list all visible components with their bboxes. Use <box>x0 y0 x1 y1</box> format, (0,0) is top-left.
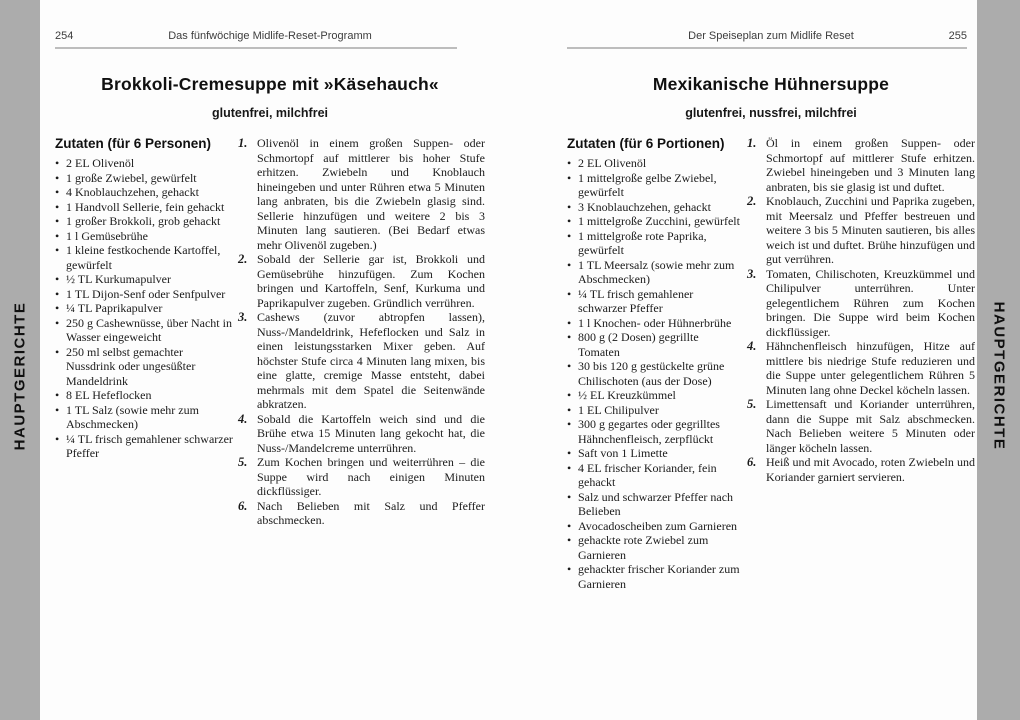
ingredient-item <box>567 359 742 388</box>
step-number: 6. <box>747 455 757 469</box>
ingredient-text: gehackte rote Zwiebel zum Garnieren <box>578 533 709 562</box>
ingredient-item <box>55 287 233 302</box>
ingredient-item <box>567 330 742 359</box>
ingredient-item <box>567 446 742 461</box>
ingredients-list-right <box>567 156 742 591</box>
page-number-left: 254 <box>55 30 74 42</box>
ingredient-item <box>567 461 742 490</box>
step-text: Knoblauch, Zucchini und Paprika zugeben, mit Meersalz und Pfeffer bestreuen und weitere 3 bis 5 Minuten sautieren, bis alles weich ist und duftet. Brühe hinzufügen und gut verrühren. <box>766 194 975 266</box>
step-text: Sobald der Sellerie gar ist, Brokkoli und Gemüsebrühe hinzufügen. Zum Kochen bringen und Kartoffeln, Senf, Kurkuma und Paprikapulver zugeben. Gründlich verrühren. <box>257 252 485 310</box>
ingredient-text: ½ EL Kreuzkümmel <box>578 388 676 402</box>
section-label-left: HAUPTGERICHTE <box>11 301 29 451</box>
step-text: Tomaten, Chilischoten, Kreuzkümmel und Chilipulver unterrühren. Unter gelegentlichem Rühren zum Kochen bringen. Die Suppe wird beim Kochen dickflüssiger. <box>766 266 975 339</box>
ingredient-item <box>55 432 233 461</box>
step-number: 4. <box>747 339 757 353</box>
ingredient-text: Salz und schwarzer Pfeffer nach Belieben <box>578 489 734 518</box>
step-item <box>746 194 975 267</box>
section-band-right <box>977 0 1020 720</box>
step-number: 1. <box>747 136 757 150</box>
step-item <box>237 499 485 528</box>
ingredient-item <box>55 272 233 287</box>
step-text: Sobald die Kartoffeln weich sind und die Brühe etwa 15 Minuten lang gekocht hat, die Nuss-/Mandelcreme unterrühren. <box>257 411 485 455</box>
ingredient-text: 1 Handvoll Sellerie, fein gehackt <box>66 199 225 214</box>
recipe-title-right: Mexikanische Hühnersuppe <box>652 74 890 94</box>
section-label-right: HAUPTGERICHTE <box>990 301 1007 451</box>
step-item <box>746 267 975 340</box>
ingredient-text: 1 mittelgroße rote Paprika, gewürfelt <box>578 228 707 257</box>
ingredient-text: 1 l Gemüsebrühe <box>66 228 148 243</box>
ingredients-list-left <box>55 156 233 461</box>
step-number: 3. <box>747 266 757 281</box>
step-text: Öl in einem großen Suppen- oder Schmortopf auf mittlerer Stufe erhitzen. Zwiebel hineingeben und 3 Minuten lang anbraten, bis sie glasig ist und duftet. <box>766 136 975 194</box>
page-header-left <box>55 0 485 49</box>
ingredient-text: gehackter frischer Koriander zum Garnieren <box>578 562 740 591</box>
ingredient-text: 1 l Knochen- oder Hühnerbrühe <box>578 315 732 330</box>
ingredient-text: 1 TL Salz (sowie mehr zum Abschmecken) <box>66 402 199 431</box>
ingredient-item <box>55 200 233 215</box>
step-text: Hähnchenfleisch hinzufügen, Hitze auf mittlere bis niedrige Stufe reduzieren und die Suppe unter gelegentlichem Rühren 5 Minuten lang ohne Deckel köcheln lassen. <box>766 339 975 397</box>
ingredient-item <box>567 519 742 534</box>
ingredient-text: 4 EL frischer Koriander, fein gehackt <box>578 460 717 489</box>
step-text: Heiß und mit Avocado, roten Zwiebeln und Koriander garniert servieren. <box>766 455 975 484</box>
ingredient-text: 800 g (2 Dosen) gegrillte Tomaten <box>578 330 699 359</box>
ingredient-text: 300 g gegartes oder gegrilltes Hähnchenfleisch, zerpflückt <box>578 417 720 446</box>
ingredient-item <box>567 214 742 229</box>
ingredient-item <box>55 388 233 403</box>
recipe-columns-right <box>567 136 975 591</box>
ingredient-item <box>567 171 742 200</box>
ingredient-text: 2 EL Olivenöl <box>66 156 135 170</box>
step-text: Nach Belieben mit Salz und Pfeffer abschmecken. <box>257 498 485 527</box>
steps-list-left <box>237 136 485 528</box>
ingredient-item <box>567 156 742 171</box>
ingredient-text: 8 EL Hefeflocken <box>66 388 152 402</box>
ingredient-item <box>567 258 742 287</box>
ingredient-item <box>567 533 742 562</box>
diet-tags-left: glutenfrei, milchfrei <box>212 106 328 120</box>
ingredient-item <box>567 490 742 519</box>
ingredient-text: 1 mittelgroße gelbe Zwiebel, gewürfelt <box>578 170 717 199</box>
ingredients-column-right <box>567 136 742 591</box>
ingredient-item <box>567 562 742 591</box>
step-item <box>237 310 485 412</box>
recipe-title-left: Brokkoli-Cremesuppe mit »Käsehauch« <box>101 74 439 94</box>
ingredient-text: 1 TL Meersalz (sowie mehr zum Abschmecken) <box>578 257 735 286</box>
step-item <box>237 252 485 310</box>
ingredient-text: ¼ TL frisch gemahlener schwarzer Pfeffer <box>66 431 233 460</box>
ingredient-item <box>55 345 233 389</box>
ingredient-item <box>55 171 233 186</box>
step-number: 1. <box>238 136 248 150</box>
ingredient-text: 3 Knoblauchzehen, gehackt <box>578 199 711 214</box>
page-right <box>567 0 975 591</box>
ingredient-item <box>55 243 233 272</box>
step-number: 4. <box>238 411 248 426</box>
ingredient-item <box>55 229 233 244</box>
ingredient-text: 250 ml selbst gemachter Nussdrink oder ungesüßter Mandeldrink <box>66 344 196 388</box>
steps-list-right <box>746 136 975 484</box>
ingredient-item <box>567 403 742 418</box>
page-header-right <box>567 0 975 49</box>
step-text: Cashews (zuvor abtropfen lassen), Nuss-/Mandeldrink, Hefeflocken und Salz in einen leistungsstarken Mixer geben. Auf höchster Stufe circa 4 Minuten lang mixen, bis eine glatte, cremige Masse entsteht, dabei mehrmals mit dem Spatel die Seitenwände abkratzen. <box>257 310 485 411</box>
step-item <box>746 136 975 194</box>
step-item <box>237 412 485 456</box>
ingredient-text: 1 große Zwiebel, gewürfelt <box>66 170 197 185</box>
ingredient-text: Avocadoscheiben zum Garnieren <box>578 518 738 533</box>
running-header-right: Der Speiseplan zum Midlife Reset <box>688 30 854 42</box>
ingredient-item <box>567 316 742 331</box>
header-rule-left <box>55 47 457 49</box>
step-item <box>237 455 485 499</box>
ingredient-text: 1 TL Dijon-Senf oder Senfpulver <box>66 286 226 301</box>
steps-column-left <box>237 136 485 528</box>
ingredient-item <box>55 301 233 316</box>
ingredients-heading-left: Zutaten (für 6 Personen) <box>55 136 212 151</box>
ingredient-text: 1 kleine festkochende Kartoffel, gewürfelt <box>66 243 221 272</box>
running-header-left: Das fünfwöchige Midlife-Reset-Programm <box>168 30 372 42</box>
ingredient-text: 30 bis 120 g gestückelte grüne Chilischoten (aus der Dose) <box>578 359 725 388</box>
step-text: Zum Kochen bringen und weiterrühren – die Suppe wird nach einigen Minuten dickflüssiger. <box>257 455 485 498</box>
step-item <box>746 339 975 397</box>
ingredient-text: 1 mittelgroße Zucchini, gewürfelt <box>578 214 740 228</box>
recipe-columns-left <box>55 136 485 528</box>
diet-tags-right: glutenfrei, nussfrei, milchfrei <box>685 106 857 120</box>
step-number: 6. <box>238 498 248 513</box>
ingredient-text: 250 g Cashewnüsse, über Nacht in Wasser eingeweicht <box>66 315 232 344</box>
ingredient-text: ¼ TL Paprikapulver <box>66 301 163 315</box>
ingredient-item <box>55 214 233 229</box>
ingredient-text: ½ TL Kurkumapulver <box>66 272 171 286</box>
ingredient-item <box>567 229 742 258</box>
ingredient-item <box>567 200 742 215</box>
ingredient-text: 2 EL Olivenöl <box>578 156 647 170</box>
ingredient-item <box>55 403 233 432</box>
ingredient-item <box>55 185 233 200</box>
step-number: 2. <box>747 194 757 208</box>
ingredient-text: 1 EL Chilipulver <box>578 402 659 417</box>
step-item <box>237 136 485 252</box>
step-item <box>746 397 975 455</box>
ingredient-item <box>567 417 742 446</box>
ingredients-heading-right: Zutaten (für 6 Portionen) <box>567 136 725 151</box>
ingredient-text: Saft von 1 Limette <box>578 446 668 460</box>
step-number: 2. <box>238 252 248 266</box>
page-left <box>55 0 485 528</box>
ingredient-item <box>567 287 742 316</box>
ingredients-column-left <box>55 136 233 528</box>
step-item <box>746 455 975 484</box>
step-text: Olivenöl in einem großen Suppen- oder Schmortopf auf mittlerer bis hoher Stufe erhitzen. Zwiebeln und Knoblauch hineingeben und unter Rühren etwa 5 Minuten lang anbraten, bis die Zwiebeln glasig sind. Sellerie hinzufügen und weitere 2 bis 3 Minuten lang sautieren. (Bei Bedarf etwas mehr Olivenöl zugeben.) <box>257 136 485 252</box>
section-band-left <box>0 0 40 720</box>
ingredient-item <box>55 156 233 171</box>
ingredient-text: ¼ TL frisch gemahlener schwarzer Pfeffer <box>578 286 694 315</box>
ingredient-item <box>567 388 742 403</box>
step-number: 3. <box>238 310 248 324</box>
header-rule-right <box>567 47 967 49</box>
page-number-right: 255 <box>948 30 967 42</box>
ingredient-item <box>55 316 233 345</box>
step-number: 5. <box>238 455 248 469</box>
steps-column-right <box>746 136 975 591</box>
ingredient-text: 4 Knoblauchzehen, gehackt <box>66 185 199 199</box>
step-text: Limettensaft und Koriander unterrühren, dann die Suppe mit Salz abschmecken. Nach Belieben weitere 5 Minuten oder länger köcheln lassen. <box>766 397 975 455</box>
step-number: 5. <box>747 397 757 411</box>
ingredient-text: 1 großer Brokkoli, grob gehackt <box>66 214 221 228</box>
